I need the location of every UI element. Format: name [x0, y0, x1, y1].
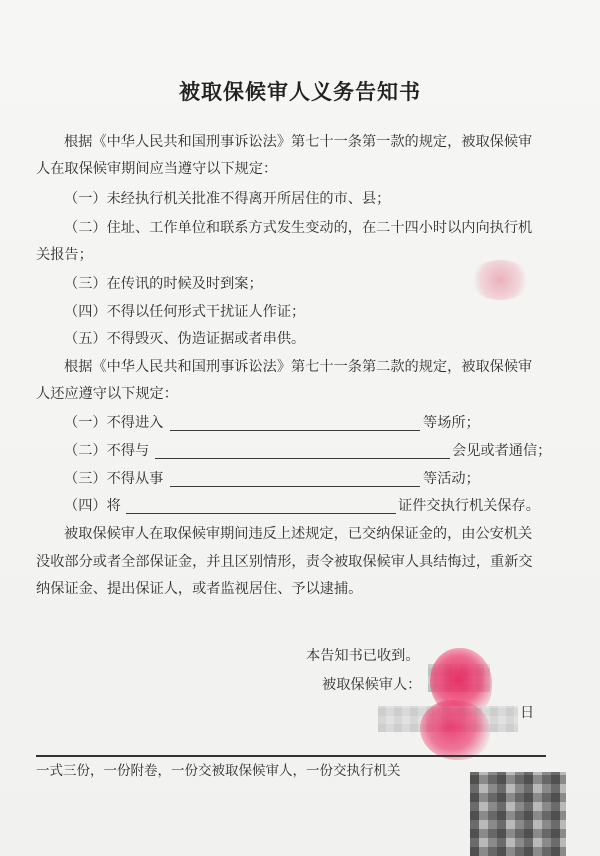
paragraph-3-line-1: 被取保候审人在取保候审期间违反上述规定，已交纳保证金的，由公安机关 [64, 526, 533, 542]
rule-3-blank-line [170, 486, 420, 487]
rule-1-blank-line [170, 430, 420, 431]
duty-3: （三）在传讯的时候及时到案； [64, 276, 263, 292]
rule-4-blank-line [126, 513, 396, 514]
receipt-statement: 本告知书已收到。 [306, 648, 420, 664]
rule-4-prefix: （四）将 [64, 498, 121, 514]
paragraph-1-line-2: 人在取保候审期间应当遵守以下规定： [36, 161, 278, 177]
paragraph-3-line-2: 没收部分或者全部保证金，并且区别情形，责令被取保候审人具结悔过，重新交 [36, 554, 533, 570]
faint-ink-mark [470, 260, 530, 300]
copies-note: 一式三份，一份附卷，一份交被取保候审人，一份交执行机关 [36, 763, 401, 779]
rule-2-prefix: （二）不得与 [64, 443, 150, 459]
paragraph-2-line-2: 人还应遵守以下规定： [36, 386, 178, 402]
duty-2: （二）住址、工作单位和联系方式发生变动的，在二十四小时以内向执行机 [64, 220, 533, 236]
date-day-label: 日 [520, 705, 535, 721]
duty-4: （四）不得以任何形式干扰证人作证； [64, 304, 306, 320]
rule-1-suffix: 等场所； [423, 415, 480, 431]
duty-2-continued: 关报告； [36, 247, 93, 263]
paragraph-2-line-1: 根据《中华人民共和国刑事诉讼法》第七十一条第二款的规定，被取保候审 [64, 359, 533, 375]
redacted-qr-code [470, 772, 566, 856]
rule-3-prefix: （三）不得从事 [64, 471, 164, 487]
rule-2-blank-line [155, 458, 450, 459]
signer-label: 被取保候审人： [322, 677, 422, 693]
rule-1-prefix: （一）不得进入 [64, 415, 164, 431]
rule-4-suffix: 证件交执行机关保存。 [398, 498, 540, 514]
document-title: 被取保候审人义务告知书 [179, 79, 421, 104]
fingerprint-stamp-2 [420, 700, 490, 760]
paragraph-1-line-1: 根据《中华人民共和国刑事诉讼法》第七十一条第一款的规定，被取保候审 [64, 134, 533, 150]
footer-divider [36, 755, 546, 757]
duty-1: （一）未经执行机关批准不得离开所居住的市、县； [64, 191, 391, 207]
rule-2-suffix: 会见或者通信； [452, 443, 552, 459]
duty-5: （五）不得毁灭、伪造证据或者串供。 [64, 331, 306, 347]
paragraph-3-line-3: 纳保证金、提出保证人，或者监视居住、予以逮捕。 [36, 581, 363, 597]
rule-3-suffix: 等活动； [423, 471, 480, 487]
